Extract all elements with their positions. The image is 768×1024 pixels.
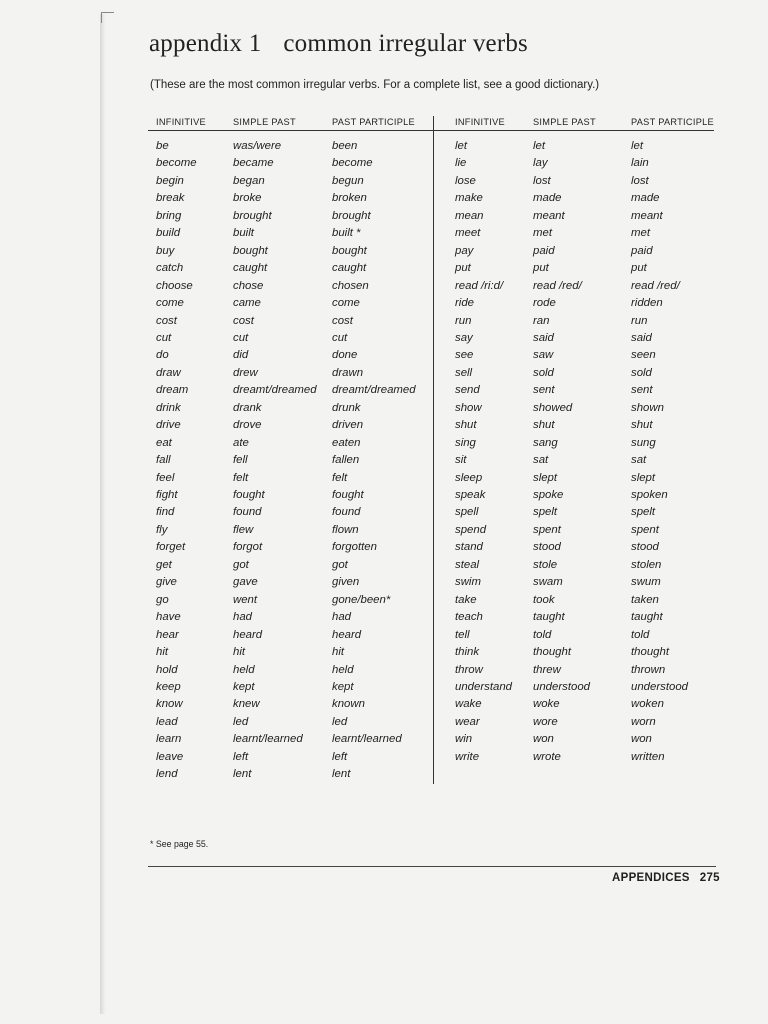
page-title	[149, 30, 528, 58]
infinitive-cell: give	[156, 576, 177, 589]
past-participle-cell: lent	[332, 768, 351, 781]
past-participle-cell: spoken	[631, 489, 668, 501]
simple-past-cell: caught	[233, 262, 268, 275]
past-participle-cell: been	[332, 140, 358, 152]
past-participle-cell: built *	[332, 227, 361, 240]
infinitive-cell: lead	[156, 715, 178, 728]
past-participle-cell: cost	[332, 314, 353, 327]
past-participle-cell: hit	[332, 646, 345, 659]
past-participle-cell: given	[332, 576, 360, 589]
footer-rule	[148, 866, 716, 867]
past-participle-cell: dreamt/dreamed	[332, 384, 416, 397]
infinitive-cell: keep	[156, 680, 181, 693]
past-participle-cell: driven	[332, 419, 364, 432]
simple-past-cell: spelt	[533, 506, 558, 519]
past-participle-cell: lain	[631, 157, 649, 170]
past-participle-cell: slept	[631, 471, 656, 484]
simple-past-cell: saw	[533, 349, 554, 362]
past-participle-cell: known	[332, 698, 365, 711]
past-participle-cell: come	[332, 297, 360, 310]
infinitive-cell: eat	[156, 436, 172, 449]
simple-past-cell: met	[533, 227, 552, 240]
past-participle-cell: got	[332, 558, 348, 571]
simple-past-cell: thought	[533, 646, 572, 659]
simple-past-cell: read /red/	[533, 279, 582, 292]
simple-past-cell: hit	[233, 646, 246, 659]
header-simple-past-left: SIMPLE PAST	[233, 117, 296, 127]
page-binding-shadow	[100, 14, 106, 1014]
simple-past-cell: woke	[533, 698, 560, 711]
simple-past-cell: did	[233, 349, 249, 362]
simple-past-cell: ran	[533, 314, 550, 327]
infinitive-cell: do	[156, 349, 169, 362]
simple-past-cell: slept	[533, 471, 558, 484]
simple-past-cell: held	[233, 663, 255, 676]
header-past-participle-left: PAST PARTICIPLE	[332, 117, 415, 127]
simple-past-cell: fell	[233, 454, 248, 467]
simple-past-cell: meant	[533, 209, 565, 222]
simple-past-cell: drew	[233, 366, 258, 379]
simple-past-cell: paid	[533, 244, 555, 257]
past-participle-cell: woken	[631, 698, 664, 711]
footer-section: APPENDICES	[612, 872, 690, 884]
simple-past-cell: brought	[233, 209, 272, 222]
simple-past-cell: was/were	[233, 140, 282, 152]
simple-past-cell: told	[533, 628, 552, 641]
past-participle-cell: felt	[332, 471, 348, 484]
infinitive-cell: put	[455, 262, 471, 275]
infinitive-cell: take	[455, 593, 477, 606]
past-participle-cell: said	[631, 331, 652, 344]
past-participle-cell: gone/been*	[332, 593, 391, 606]
past-participle-cell: fought	[332, 489, 364, 501]
past-participle-cell: caught	[332, 262, 367, 275]
infinitive-cell: find	[156, 506, 175, 519]
past-participle-cell: held	[332, 663, 354, 676]
past-participle-cell: shown	[631, 401, 664, 414]
simple-past-cell: lost	[533, 174, 551, 187]
simple-past-cell: got	[233, 558, 249, 571]
header-infinitive-left: INFINITIVE	[156, 117, 206, 127]
past-participle-cell: read /red/	[631, 279, 680, 292]
infinitive-cell: leave	[156, 750, 184, 763]
past-participle-cell: spent	[631, 523, 659, 536]
simple-past-cell: dreamt/dreamed	[233, 384, 317, 397]
infinitive-cell: run	[455, 314, 472, 327]
infinitive-cell: show	[455, 401, 482, 414]
infinitive-cell: let	[455, 140, 468, 152]
simple-past-cell: felt	[233, 471, 249, 484]
intro-text: (These are the most common irregular verbs. For a complete list, see a good dictionary.)	[150, 79, 600, 91]
past-participle-cell: swum	[631, 576, 661, 589]
simple-past-cell: sat	[533, 454, 549, 467]
past-participle-cell: heard	[332, 628, 362, 641]
simple-past-cell: said	[533, 331, 554, 344]
infinitive-cell: draw	[156, 366, 181, 379]
past-participle-cell: stood	[631, 541, 659, 554]
past-participle-cell: bought	[332, 244, 367, 257]
past-participle-cell: put	[631, 262, 647, 275]
infinitive-cell: mean	[455, 209, 484, 222]
infinitive-cell: lie	[455, 157, 467, 170]
past-participle-cell: sat	[631, 454, 647, 467]
infinitive-cell: know	[156, 698, 183, 711]
infinitive-cell: buy	[156, 244, 175, 257]
past-participle-cell: kept	[332, 680, 354, 693]
past-participle-cell: left	[332, 750, 348, 763]
infinitive-cell: come	[156, 297, 184, 310]
infinitive-cell: tell	[455, 628, 470, 641]
simple-past-cell: knew	[233, 698, 260, 711]
infinitive-cell: wake	[455, 698, 482, 711]
infinitive-cell: write	[455, 750, 480, 763]
simple-past-cell: swam	[533, 576, 563, 589]
infinitive-cell: break	[156, 192, 185, 205]
past-participle-cell: sung	[631, 436, 656, 449]
infinitive-cell: lose	[455, 174, 476, 187]
simple-past-cell: sang	[533, 436, 558, 449]
past-participle-cell: understood	[631, 680, 688, 693]
simple-past-cell: became	[233, 157, 274, 170]
simple-past-cell: stole	[533, 558, 558, 571]
simple-past-cell: drank	[233, 401, 262, 414]
past-participle-cell: written	[631, 750, 665, 763]
infinitive-cell: forget	[156, 541, 186, 554]
header-rule	[148, 130, 714, 131]
page-footer	[612, 872, 720, 884]
simple-past-cell: showed	[533, 401, 573, 414]
simple-past-cell: found	[233, 506, 262, 519]
infinitive-cell: understand	[455, 680, 512, 693]
infinitive-cell: build	[156, 227, 181, 240]
infinitive-cell: cut	[156, 331, 172, 344]
past-participle-cell: brought	[332, 209, 371, 222]
simple-past-cell: gave	[233, 576, 258, 589]
infinitive-cell: meet	[455, 227, 481, 240]
past-participle-cell: sent	[631, 384, 653, 397]
past-participle-cell: shut	[631, 419, 653, 432]
past-participle-cell: stolen	[631, 558, 662, 571]
past-participle-cell: fallen	[332, 454, 360, 467]
past-participle-cell: worn	[631, 715, 656, 728]
infinitive-cell: drink	[156, 401, 181, 414]
infinitive-cell: ride	[455, 297, 474, 310]
appendix-number: appendix 1	[149, 30, 262, 57]
past-participle-cell: met	[631, 227, 650, 240]
past-participle-cell: done	[332, 349, 358, 362]
simple-past-cell: ate	[233, 436, 249, 449]
simple-past-cell: understood	[533, 680, 590, 693]
simple-past-cell: left	[233, 750, 249, 763]
infinitive-cell: win	[455, 733, 473, 746]
simple-past-cell: cut	[233, 331, 249, 344]
simple-past-cell: let	[533, 140, 546, 152]
infinitive-cell: begin	[156, 174, 184, 187]
infinitive-cell: throw	[455, 663, 483, 676]
infinitive-cell: steal	[455, 558, 480, 571]
infinitive-cell: think	[455, 646, 480, 659]
infinitive-cell: spend	[455, 523, 487, 536]
simple-past-cell: wore	[533, 715, 558, 728]
infinitive-cell: pay	[455, 244, 474, 257]
past-participle-cell: seen	[631, 349, 656, 362]
simple-past-cell: sent	[533, 384, 555, 397]
infinitive-cell: lend	[156, 768, 178, 781]
past-participle-cell: taken	[631, 593, 659, 606]
past-participle-cell: chosen	[332, 279, 369, 292]
infinitive-cell: see	[455, 349, 474, 362]
simple-past-cell: fought	[233, 489, 265, 501]
past-participle-cell: taught	[631, 611, 663, 624]
simple-past-cell: lay	[533, 157, 548, 170]
infinitive-cell: catch	[156, 262, 184, 275]
infinitive-cell: fight	[156, 489, 178, 501]
simple-past-cell: rode	[533, 297, 556, 310]
infinitive-cell: spell	[455, 506, 479, 519]
page-number: 275	[699, 872, 720, 884]
header-past-participle-right: PAST PARTICIPLE	[631, 117, 714, 127]
simple-past-cell: took	[533, 593, 555, 606]
simple-past-cell: spent	[533, 523, 561, 536]
simple-past-cell: threw	[533, 663, 561, 676]
infinitive-cell: hold	[156, 663, 178, 676]
infinitive-cell: fall	[156, 454, 171, 467]
past-participle-cell: found	[332, 506, 361, 519]
simple-past-cell: came	[233, 297, 261, 310]
infinitive-cell: cost	[156, 314, 177, 327]
simple-past-cell: chose	[233, 279, 264, 292]
simple-past-cell: had	[233, 611, 253, 624]
simple-past-cell: made	[533, 192, 562, 205]
past-participle-cell: led	[332, 715, 348, 728]
simple-past-cell: kept	[233, 680, 255, 693]
past-participle-cell: cut	[332, 331, 348, 344]
past-participle-cell: paid	[631, 244, 653, 257]
column-divider	[433, 116, 434, 784]
infinitive-cell: shut	[455, 419, 477, 432]
infinitive-cell: speak	[455, 489, 486, 501]
infinitive-cell: feel	[156, 471, 175, 484]
corner-mark	[101, 12, 114, 23]
past-participle-cell: thrown	[631, 663, 666, 676]
infinitive-cell: wear	[455, 715, 480, 728]
infinitive-cell: learn	[156, 733, 182, 746]
simple-past-cell: drove	[233, 419, 262, 432]
infinitive-cell: sing	[455, 436, 476, 449]
simple-past-cell: built	[233, 227, 254, 240]
appendix-title: common irregular verbs	[283, 30, 528, 57]
simple-past-cell: learnt/learned	[233, 733, 303, 746]
infinitive-cell: choose	[156, 279, 193, 292]
simple-past-cell: went	[233, 593, 258, 606]
simple-past-cell: shut	[533, 419, 555, 432]
simple-past-cell: heard	[233, 628, 263, 641]
simple-past-cell: began	[233, 174, 265, 187]
past-participle-cell: become	[332, 157, 373, 170]
infinitive-cell: be	[156, 140, 169, 152]
infinitive-cell: have	[156, 611, 181, 624]
simple-past-cell: bought	[233, 244, 268, 257]
past-participle-cell: drawn	[332, 366, 364, 379]
simple-past-cell: put	[533, 262, 549, 275]
infinitive-cell: become	[156, 157, 197, 170]
infinitive-cell: swim	[455, 576, 481, 589]
infinitive-cell: teach	[455, 611, 483, 624]
infinitive-cell: read /ri:d/	[455, 279, 504, 292]
simple-past-cell: taught	[533, 611, 565, 624]
simple-past-cell: cost	[233, 314, 254, 327]
infinitive-cell: send	[455, 384, 480, 397]
simple-past-cell: stood	[533, 541, 561, 554]
past-participle-cell: sold	[631, 366, 652, 379]
infinitive-cell: say	[455, 331, 473, 344]
past-participle-cell: spelt	[631, 506, 656, 519]
infinitive-cell: bring	[156, 209, 182, 222]
past-participle-cell: run	[631, 314, 648, 327]
simple-past-cell: spoke	[533, 489, 564, 501]
past-participle-cell: thought	[631, 646, 670, 659]
past-participle-cell: told	[631, 628, 650, 641]
simple-past-cell: broke	[233, 192, 262, 205]
past-participle-cell: eaten	[332, 436, 361, 449]
infinitive-cell: hear	[156, 628, 179, 641]
infinitive-cell: sell	[455, 366, 473, 379]
footnote: * See page 55.	[150, 839, 209, 849]
header-infinitive-right: INFINITIVE	[455, 117, 505, 127]
past-participle-cell: drunk	[332, 401, 361, 414]
infinitive-cell: hit	[156, 646, 169, 659]
past-participle-cell: had	[332, 611, 352, 624]
simple-past-cell: lent	[233, 768, 252, 781]
infinitive-cell: sit	[455, 454, 467, 467]
simple-past-cell: wrote	[533, 750, 561, 763]
infinitive-cell: dream	[156, 384, 189, 397]
past-participle-cell: forgotten	[332, 541, 377, 554]
infinitive-cell: go	[156, 593, 169, 606]
past-participle-cell: ridden	[631, 297, 663, 310]
header-simple-past-right: SIMPLE PAST	[533, 117, 596, 127]
past-participle-cell: lost	[631, 174, 649, 187]
simple-past-cell: flew	[233, 523, 254, 536]
past-participle-cell: begun	[332, 174, 364, 187]
simple-past-cell: sold	[533, 366, 554, 379]
infinitive-cell: stand	[455, 541, 483, 554]
past-participle-cell: learnt/learned	[332, 733, 402, 746]
past-participle-cell: let	[631, 140, 644, 152]
past-participle-cell: meant	[631, 209, 663, 222]
past-participle-cell: broken	[332, 192, 367, 205]
simple-past-cell: led	[233, 715, 249, 728]
infinitive-cell: get	[156, 558, 172, 571]
past-participle-cell: made	[631, 192, 660, 205]
simple-past-cell: forgot	[233, 541, 263, 554]
past-participle-cell: flown	[332, 523, 359, 536]
past-participle-cell: won	[631, 733, 652, 746]
infinitive-cell: make	[455, 192, 483, 205]
infinitive-cell: drive	[156, 419, 181, 432]
infinitive-cell: fly	[156, 523, 168, 536]
infinitive-cell: sleep	[455, 471, 483, 484]
simple-past-cell: won	[533, 733, 554, 746]
